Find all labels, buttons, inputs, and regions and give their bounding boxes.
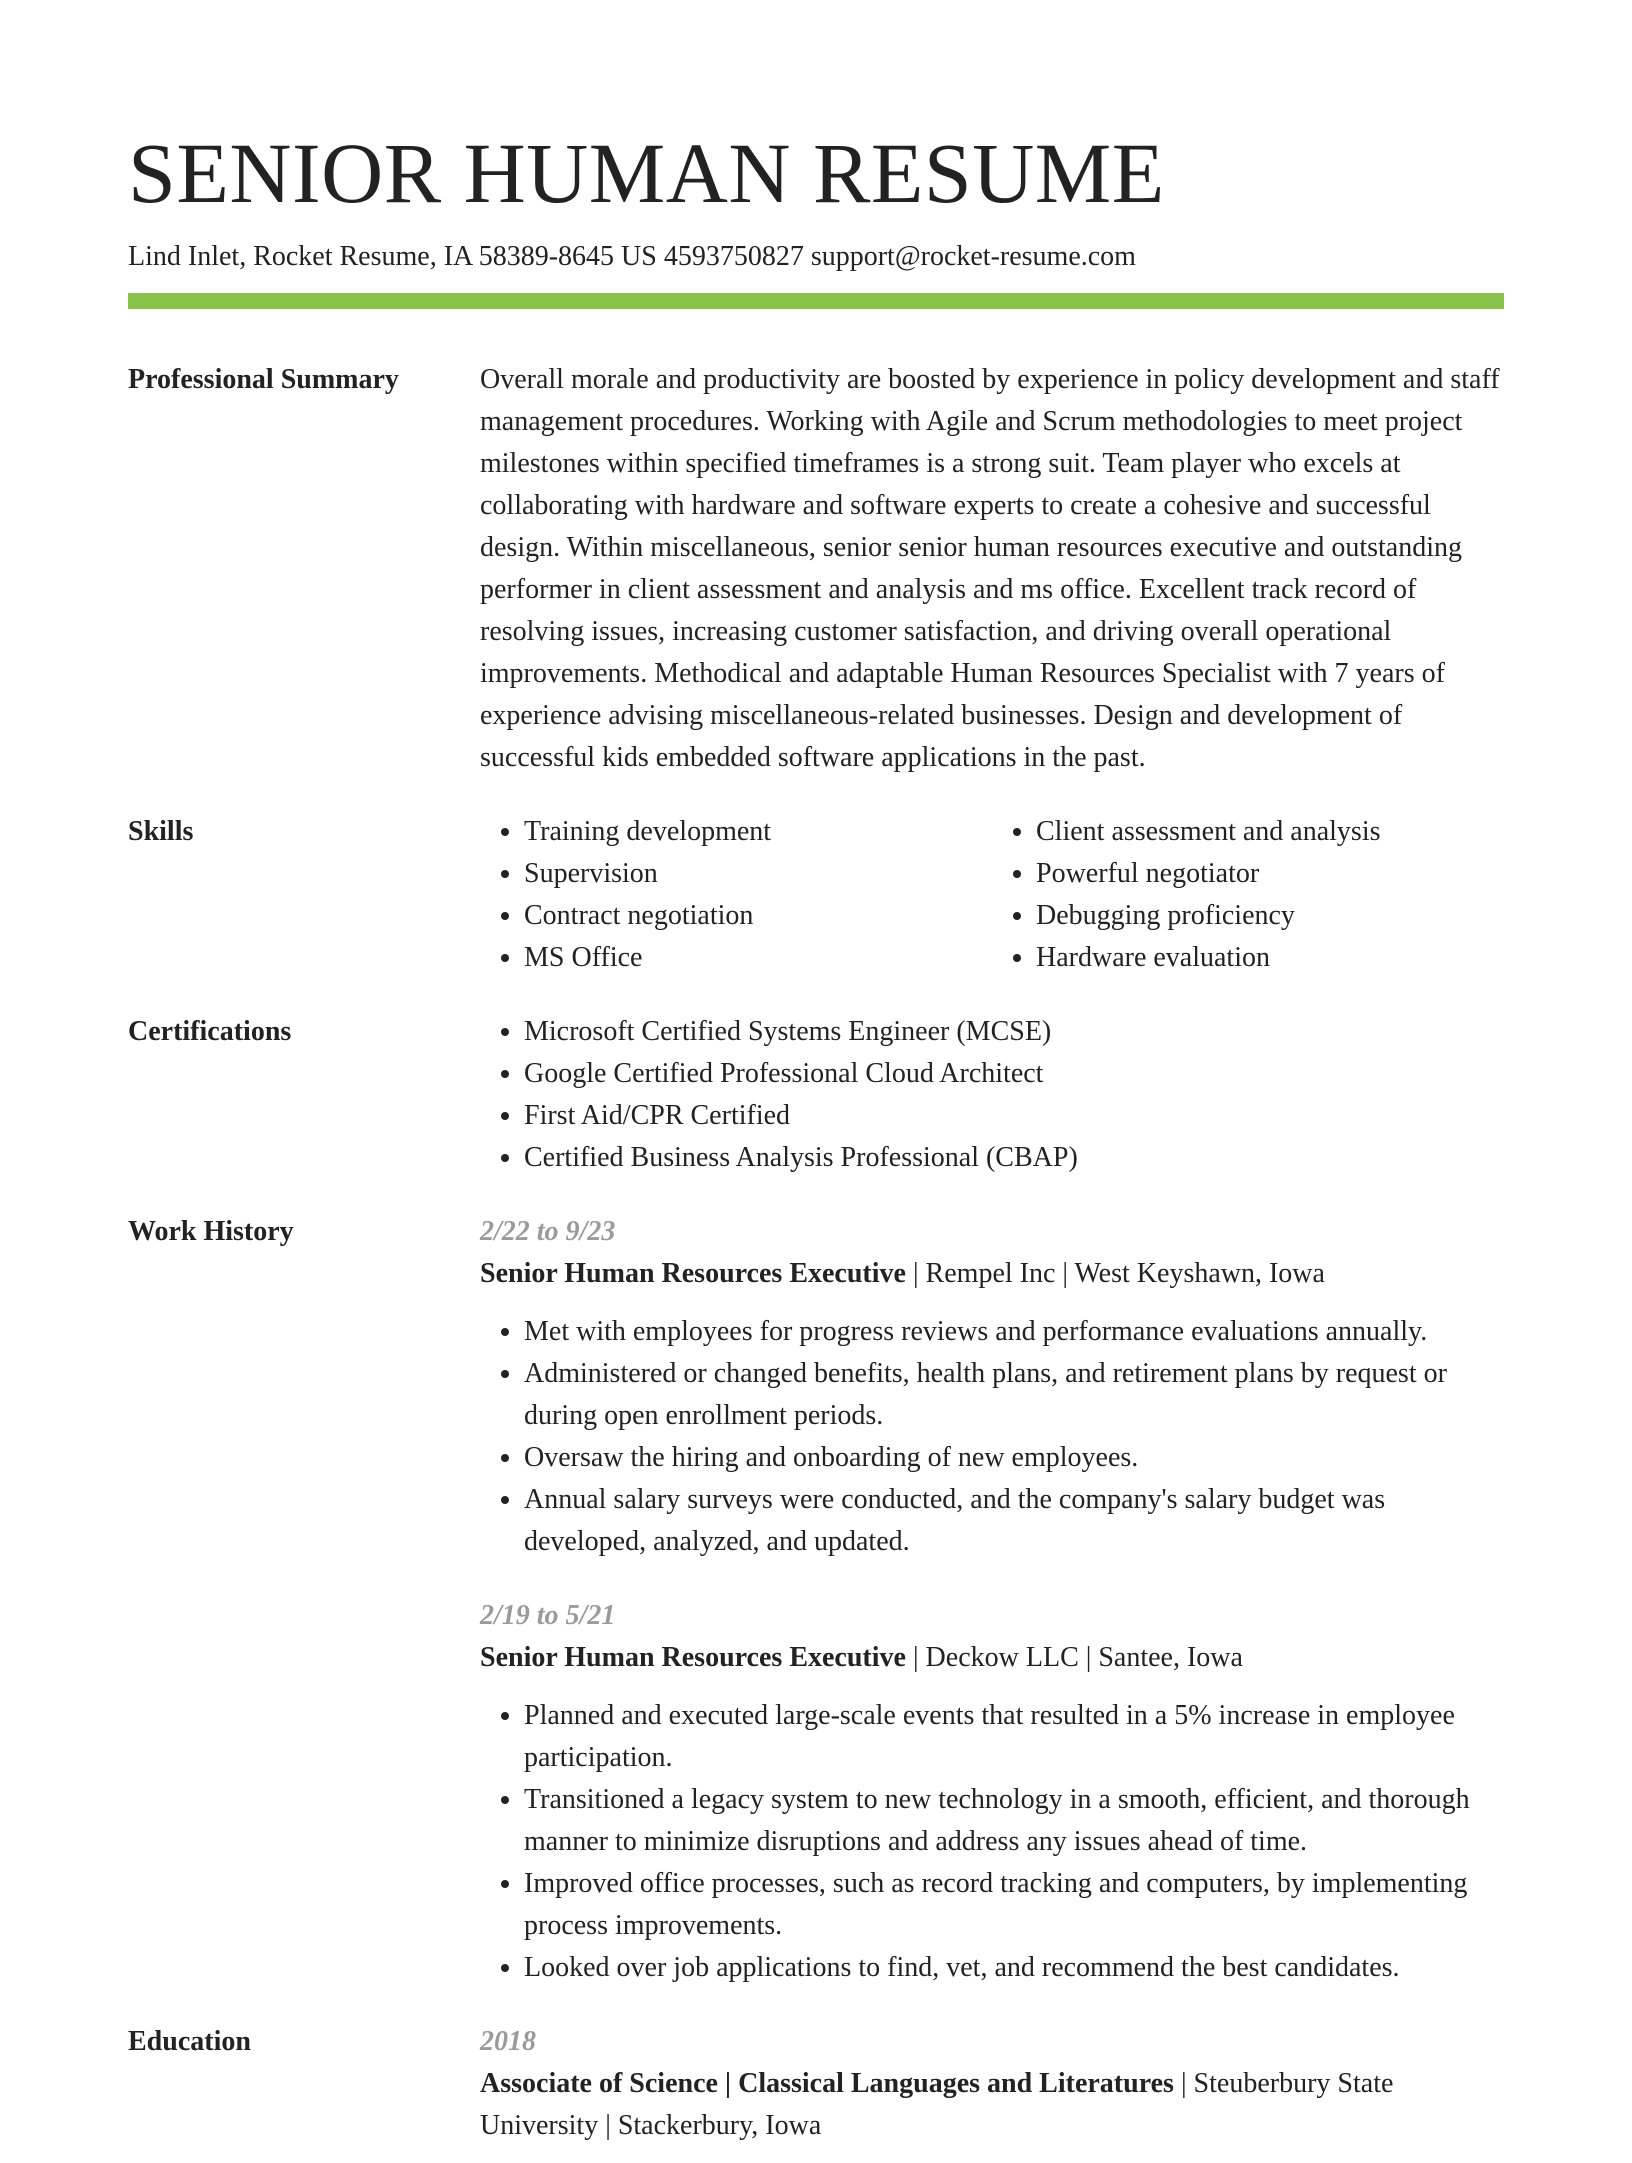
education-section — [128, 2021, 1504, 2163]
job-role-line — [480, 1253, 1504, 1295]
education-line — [480, 2063, 1504, 2147]
summary-text: Overall morale and productivity are boosted by experience in policy development and staff management procedures. Working with Agile and Scrum methodologies to meet project milestones within specified timeframes is a strong suit. Team player who excels at collaborating with hardware and software experts to create a cohesive and successful design. Within miscellaneous, senior senior human resources executive and outstanding performer in client assessment and analysis and ms office. Excellent track record of resolving issues, increasing customer satisfaction, and driving overall operational improvements. Methodical and adaptable Human Resources Specialist with 7 years of experience advising miscellaneous-related businesses. Design and development of successful kids embedded software applications in the past. — [480, 363, 1500, 773]
certification-item: • First Aid/CPR Certified — [524, 1095, 1504, 1137]
skill-item: • Hardware evaluation — [1036, 937, 1504, 979]
skill-item: • Powerful negotiator — [1036, 853, 1504, 895]
certifications-list — [480, 1011, 1504, 1179]
certifications-section — [128, 1011, 1504, 1179]
header-divider — [128, 293, 1504, 309]
summary-section — [128, 309, 1504, 779]
section-label: Education — [128, 2025, 251, 2057]
skills-section — [128, 811, 1504, 979]
job-title: Senior Human Resources Executive — [480, 1257, 906, 1289]
job-details: | Rempel Inc | West Keyshawn, Iowa — [905, 1257, 1325, 1289]
job-title: Senior Human Resources Executive — [480, 1641, 906, 1673]
job-bullet: • Oversaw the hiring and onboarding of new employees. — [524, 1437, 1504, 1479]
resume-name: SENIOR HUMAN RESUME — [128, 125, 1165, 221]
skill-item: • Contract negotiation — [524, 895, 992, 937]
resume-page — [128, 0, 1504, 2163]
skill-item: • Debugging proficiency — [1036, 895, 1504, 937]
education-year: 2018 — [480, 2025, 536, 2057]
job-bullet: • Annual salary surveys were conducted, and the company's salary budget was developed, analyzed, and updated. — [524, 1479, 1504, 1563]
section-content — [480, 1211, 1504, 1989]
job-bullet: • Transitioned a legacy system to new technology in a smooth, efficient, and thorough manner to minimize disruptions and address any issues ahead of time. — [524, 1779, 1504, 1863]
skills-column-right — [992, 811, 1504, 979]
education-school: | Steuberbury State University | Stackerbury, Iowa — [480, 2067, 1394, 2141]
section-label: Professional Summary — [128, 363, 399, 395]
section-content — [480, 359, 1504, 779]
job-entry — [480, 1211, 1504, 1563]
job-dates: 2/19 to 5/21 — [480, 1599, 616, 1631]
section-content — [480, 811, 1504, 979]
job-details: | Deckow LLC | Santee, Iowa — [905, 1641, 1243, 1673]
certification-item: • Microsoft Certified Systems Engineer (MCSE) — [524, 1011, 1504, 1053]
job-entry — [480, 1595, 1504, 1989]
skill-item: • Supervision — [524, 853, 992, 895]
job-bullet: • Planned and executed large-scale events that resulted in a 5% increase in employee participation. — [524, 1695, 1504, 1779]
skills-grid — [480, 811, 1504, 979]
certification-item: • Certified Business Analysis Professional (CBAP) — [524, 1137, 1504, 1179]
work-history-section — [128, 1211, 1504, 1989]
job-dates: 2/22 to 9/23 — [480, 1215, 616, 1247]
skill-item: • Client assessment and analysis — [1036, 811, 1504, 853]
section-content — [480, 1011, 1504, 1179]
job-role-line — [480, 1637, 1504, 1679]
skill-item: • Training development — [524, 811, 992, 853]
education-degree: Associate of Science | Classical Languages and Literatures — [480, 2067, 1174, 2099]
certification-item: • Google Certified Professional Cloud Architect — [524, 1053, 1504, 1095]
section-label: Certifications — [128, 1015, 292, 1047]
job-bullet: • Looked over job applications to find, vet, and recommend the best candidates. — [524, 1947, 1504, 1989]
section-label: Skills — [128, 815, 194, 847]
job-bullet: • Administered or changed benefits, health plans, and retirement plans by request or during open enrollment periods. — [524, 1353, 1504, 1437]
skill-item: • MS Office — [524, 937, 992, 979]
section-content — [480, 2021, 1504, 2163]
job-bullets — [480, 1695, 1504, 1989]
contact-line: Lind Inlet, Rocket Resume, IA 58389-8645 US 4593750827 support@rocket-resume.com — [128, 241, 1136, 272]
job-bullet: • Improved office processes, such as record tracking and computers, by implementing process improvements. — [524, 1863, 1504, 1947]
job-bullet: • Met with employees for progress reviews and performance evaluations annually. — [524, 1311, 1504, 1353]
job-bullets — [480, 1311, 1504, 1563]
section-label: Work History — [128, 1215, 294, 1247]
skills-column-left — [480, 811, 992, 979]
